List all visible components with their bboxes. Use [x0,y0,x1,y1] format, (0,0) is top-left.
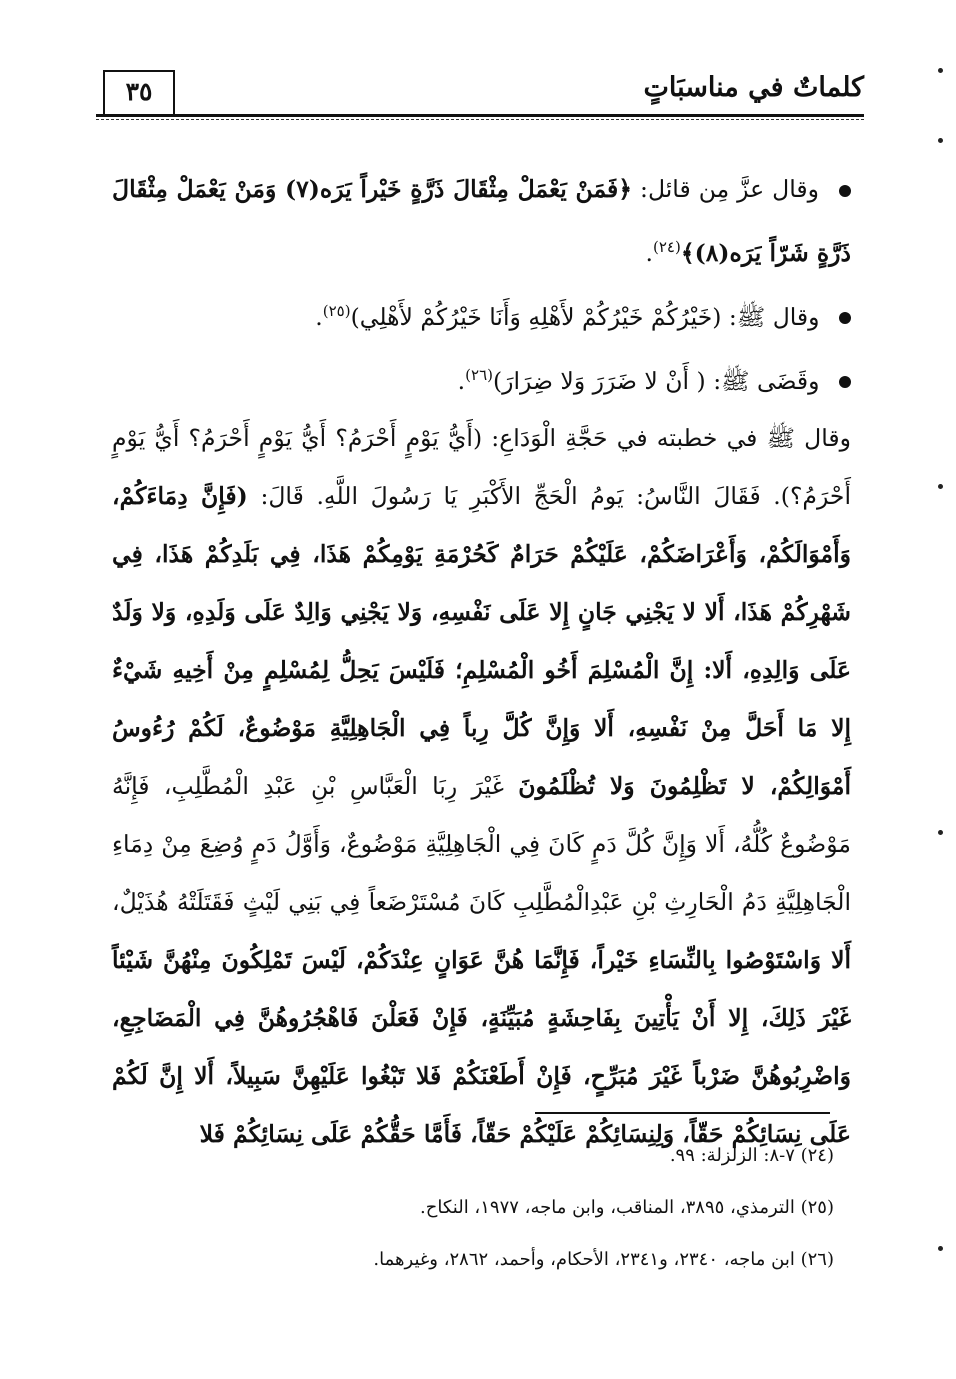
bullet-icon [839,185,851,197]
header-rule [96,114,864,117]
footnote-ref: (٢٦) [465,365,493,384]
bullet-paragraph-2: وقال ﷺ: (خَيْرُكُمْ خَيْرُكُمْ لأَهْلِهِ وَأَنَا خَيْرُكُمْ لأَهْلِي)$^{(٢٥)}$. [112,282,851,346]
footnote: (٢٤) ٧-٨: الزلزلة: ٩٩. [669,1145,834,1166]
intro-text: وقَضَى ﷺ: [713,366,820,395]
intro-text: وقال ﷺ: [728,302,820,331]
hadith-text: ( أَنْ لا ضَرَرَ وَلا ضِرَارَ) [493,366,706,395]
hadith-text: (خَيْرُكُمْ خَيْرُكُمْ لأَهْلِهِ وَأَنَا خَيْرُكُمْ لأَهْلِي) [350,302,722,331]
running-header-title: كلماتٌ في مناسبَاتٍ [643,72,864,103]
header-rule-dashed [96,119,864,120]
sermon-paragraph [112,409,851,1163]
sermon-quote-bold: (فَإِنَّ دِمَاءَكُمْ، وَأَمْوَالَكُمْ، وَأَعْرَاضَكُمْ، عَلَيْكُمْ حَرَامٌ كَحُرْمَةِ يَوْمِكُمْ هَذَا، فِي بَلَدِكُمْ هَذَا، فِي شَهْرِكُمْ هَذَا، أَلا لا يَجْنِي جَانٍ إِلا عَلَى نَفْسِهِ، وَلا يَجْنِي وَالِدٌ عَلَى وَلَدِهِ، وَلا وَلَدٌ عَلَى وَالِدِهِ، أَلا: إِنَّ الْمُسْلِمَ أَخُو الْمُسْلِمِ؛ فَلَيْسَ يَحِلُّ لِمُسْلِمٍ مِنْ أَخِيهِ شَيْءٌ إِلا مَا أَحَلَّ مِنْ نَفْسِهِ، أَلا وَإِنَّ كُلَّ رِباً فِي الْجَاهِلِيَّةِ مَوْضُوعٌ، لَكُمْ رُءُوسُ أَمْوَالِكُمْ، لا تَظْلِمُونَ وَلا تُظْلَمُونَ [112,482,851,801]
margin-mark [938,68,943,73]
sermon-intro: وقال ﷺ في خطبته في حَجَّةِ الْوَدَاعِ: (أَيُّ يَوْمٍ أَحْرَمُ؟ أَيُّ يَوْمٍ أَحْرَمُ؟ أَيُّ يَوْمٍ أَحْرَمُ؟). فَقَالَ النَّاسُ: يَومُ الْحَجِّ الأَكْبَرِ يَا رَسُولَ اللَّهِ. قَالَ: [112,424,851,511]
quran-verse: ﴿فَمَنْ يَعْمَلْ مِثْقَالَ ذَرَّةٍ خَيْراً يَرَه(٧) وَمَنْ يَعْمَلْ مِثْقَالَ ذَرَّةٍ شَرّاً يَرَه(٨)﴾ [112,175,851,267]
sermon-quote-bold: أَلا وَاسْتَوْصُوا بِالنِّسَاءِ خَيْراً، فَإِنَّمَا هُنَّ عَوَانٍ عِنْدَكُمْ، لَيْسَ تَمْلِكُونَ مِنْهُنَّ شَيْئاً غَيْرَ ذَلِكَ، إِلا أَنْ يَأْتِينَ بِفَاحِشَةٍ مُبَيِّنَةٍ، فَإِنْ فَعَلْنَ فَاهْجُرُوهُنَّ فِي الْمَضَاجِعِ، وَاضْرِبُوهُنَّ ضَرْباً غَيْرَ مُبَرِّحٍ، فَإِنْ أَطَعْنَكُمْ فَلا تَبْغُوا عَلَيْهِنَّ سَبِيلاً، أَلا إِنَّ لَكُمْ عَلَى نِسَائِكُمْ حَقّاً، وَلِنِسَائِكُمْ عَلَيْكُمْ حَقّاً، فَأَمَّا حَقُّكُمْ عَلَى نِسَائِكُمْ فَلا [112,946,851,1149]
margin-mark [938,484,943,489]
bullet-paragraph-1: وقال عزَّ مِن قائل: ﴿فَمَنْ يَعْمَلْ مِثْقَالَ ذَرَّةٍ خَيْراً يَرَه(٧) وَمَنْ يَعْمَلْ مِثْقَالَ ذَرَّةٍ شَرّاً يَرَه(٨)﴾$^{(٢٤)}$. [112,175,851,267]
intro-text: وقال عزَّ مِن قائل: [640,175,819,203]
footnote-ref: (٢٤) [653,238,681,256]
bullet-icon [839,376,851,388]
footnotes [112,1130,834,1286]
footnote: (٢٥) الترمذي، ٣٨٩٥، المناقب، وابن ماجه، ١٩٧٧، النكاح. [420,1197,834,1218]
margin-mark [938,138,943,143]
main-text [112,160,851,1163]
footnote-separator [535,1112,830,1114]
margin-mark [938,1246,943,1251]
page-number-box [103,70,175,114]
margin-mark [938,830,943,835]
footnote-ref: (٢٥) [322,301,351,320]
footnote: (٢٦) ابن ماجه، ٢٣٤٠، و٢٣٤١، الأحكام، وأحمد، ٢٨٦٢، وغيرهما. [373,1249,834,1270]
sermon-quote-plain: غَيْرَ رِبَا الْعَبَّاسِ بْنِ عَبْدِ الْمُطَّلِبِ، فَإِنَّهُ مَوْضُوعٌ كُلُّهُ، أَلا وَإِنَّ كُلَّ دَمٍ كَانَ فِي الْجَاهِلِيَّةِ مَوْضُوعٌ، وَأَوَّلُ دَمٍ وُضِعَ مِنْ دِمَاءِ الْجَاهِلِيَّةِ دَمُ الْحَارِثِ بْنِ عَبْدِالْمُطَّلِبِ كَانَ مُسْتَرْضَعاً فِي بَنِي لَيْثٍ فَقَتَلَتْهُ هُذَيْلٌ، [112,772,851,917]
bullet-icon [839,312,851,324]
bullet-paragraph-3: وقَضَى ﷺ: ( أَنْ لا ضَرَرَ وَلا ضِرَارَ)$^{(٢٦)}$. [112,346,851,410]
page-number: ٣٥ [125,77,153,106]
